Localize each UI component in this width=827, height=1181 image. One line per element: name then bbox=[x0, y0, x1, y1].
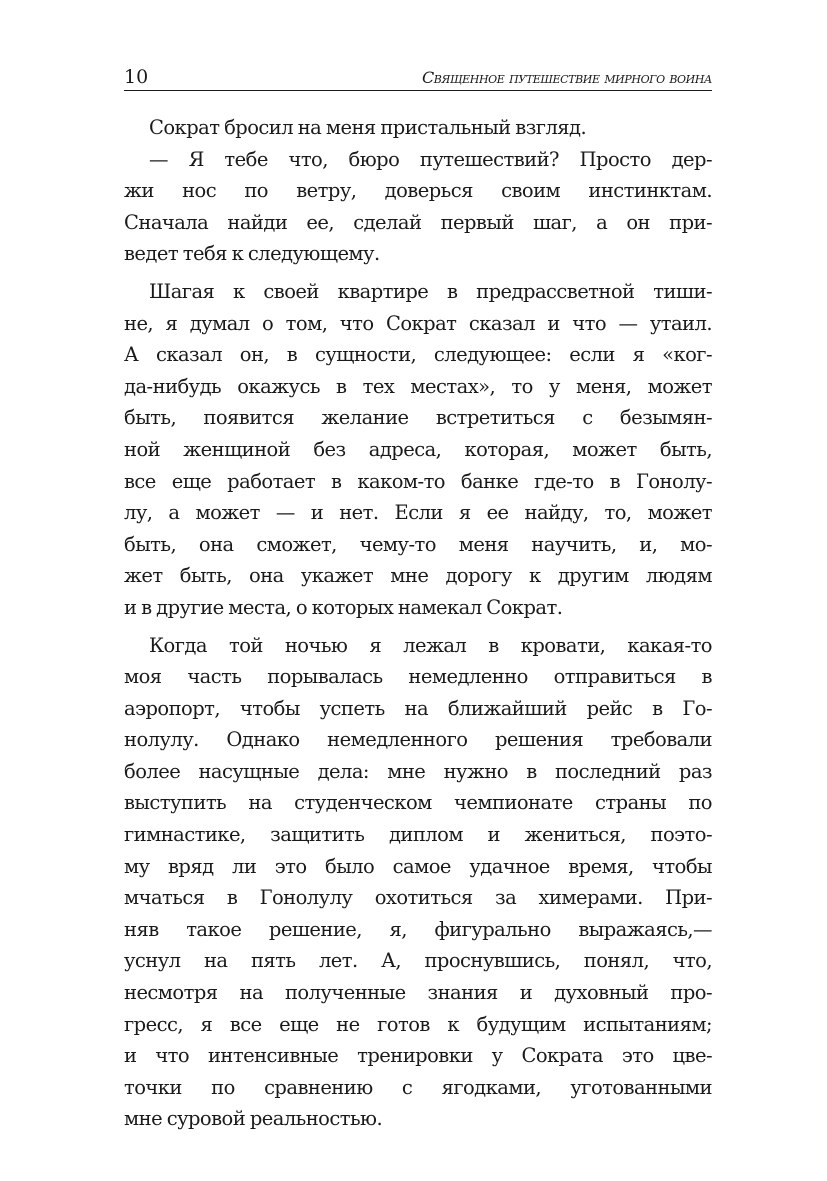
page-header bbox=[124, 66, 712, 91]
text-line: быть, она сможет, чему-то меня научить, и, мо- bbox=[124, 532, 712, 556]
text-line: и в другие места, о которых намекал Сократ. bbox=[124, 595, 563, 619]
paragraph bbox=[124, 630, 712, 1136]
text-line: более насущные дела: мне нужно в последний раз bbox=[124, 759, 712, 783]
text-line: Сначала найди ее, сделай первый шаг, а он при- bbox=[124, 210, 712, 234]
paragraph bbox=[124, 112, 712, 144]
text-line: все еще работает в каком-то банке где-то в Гонолу- bbox=[124, 469, 712, 493]
text-line: мне суровой реальностью. bbox=[124, 1107, 383, 1131]
text-line: выступить на студенческом чемпионате страны по bbox=[124, 791, 712, 815]
text-line: да-нибудь окажусь в тех местах», то у меня, может bbox=[124, 374, 712, 398]
running-title: Священное путешествие мирного воина bbox=[421, 68, 712, 87]
text-line: му вряд ли это было самое удачное время, чтобы bbox=[124, 854, 712, 878]
text-line: — Я тебе что, бюро путешествий? Просто дер- bbox=[149, 147, 712, 171]
text-line: Когда той ночью я лежал в кровати, какая-то bbox=[149, 633, 712, 657]
text-line: не, я думал о том, что Сократ сказал и что — утаил. bbox=[124, 311, 712, 335]
text-line: гимнастике, защитить диплом и жениться, поэто- bbox=[124, 823, 712, 847]
text-line: Сократ бросил на меня пристальный взгляд. bbox=[149, 116, 587, 139]
text-line: А сказал он, в сущности, следующее: если я «ког- bbox=[124, 343, 712, 367]
text-line: няв такое решение, я, фигурально выражаясь,— bbox=[124, 917, 712, 941]
text-line: жет быть, она укажет мне дорогу к другим людям bbox=[124, 564, 712, 588]
text-line: ведет тебя к следующему. bbox=[124, 242, 380, 266]
text-line: жи нос по ветру, доверься своим инстинктам. bbox=[124, 179, 712, 203]
text-line: и что интенсивные тренировки у Сократа это цве- bbox=[124, 1044, 712, 1068]
text-line: ной женщиной без адреса, которая, может быть, bbox=[124, 437, 712, 461]
text-line: нолулу. Однако немедленного решения требовали bbox=[124, 728, 712, 752]
text-line: быть, появится желание встретиться с безымян- bbox=[124, 406, 712, 430]
paragraph bbox=[124, 276, 712, 624]
page-number: 10 bbox=[124, 66, 149, 88]
paragraph bbox=[124, 144, 712, 270]
text-line: гресс, я все еще не готов к будущим испытаниям; bbox=[124, 1012, 712, 1036]
text-line: аэропорт, чтобы успеть на ближайший рейс в Го- bbox=[124, 696, 712, 720]
text-line: Шагая к своей квартире в предрассветной тиши- bbox=[149, 279, 712, 303]
body-text bbox=[124, 112, 712, 1135]
text-line: уснул на пять лет. А, проснувшись, понял, что, bbox=[124, 949, 712, 973]
text-line: несмотря на полученные знания и духовный про- bbox=[124, 981, 712, 1005]
text-line: моя часть порывалась немедленно отправиться в bbox=[124, 665, 712, 689]
text-line: лу, а может — и нет. Если я ее найду, то, может bbox=[124, 501, 712, 525]
text-line: точки по сравнению с ягодками, уготованными bbox=[124, 1075, 712, 1099]
text-line: мчаться в Гонолулу охотиться за химерами. При- bbox=[124, 886, 712, 910]
